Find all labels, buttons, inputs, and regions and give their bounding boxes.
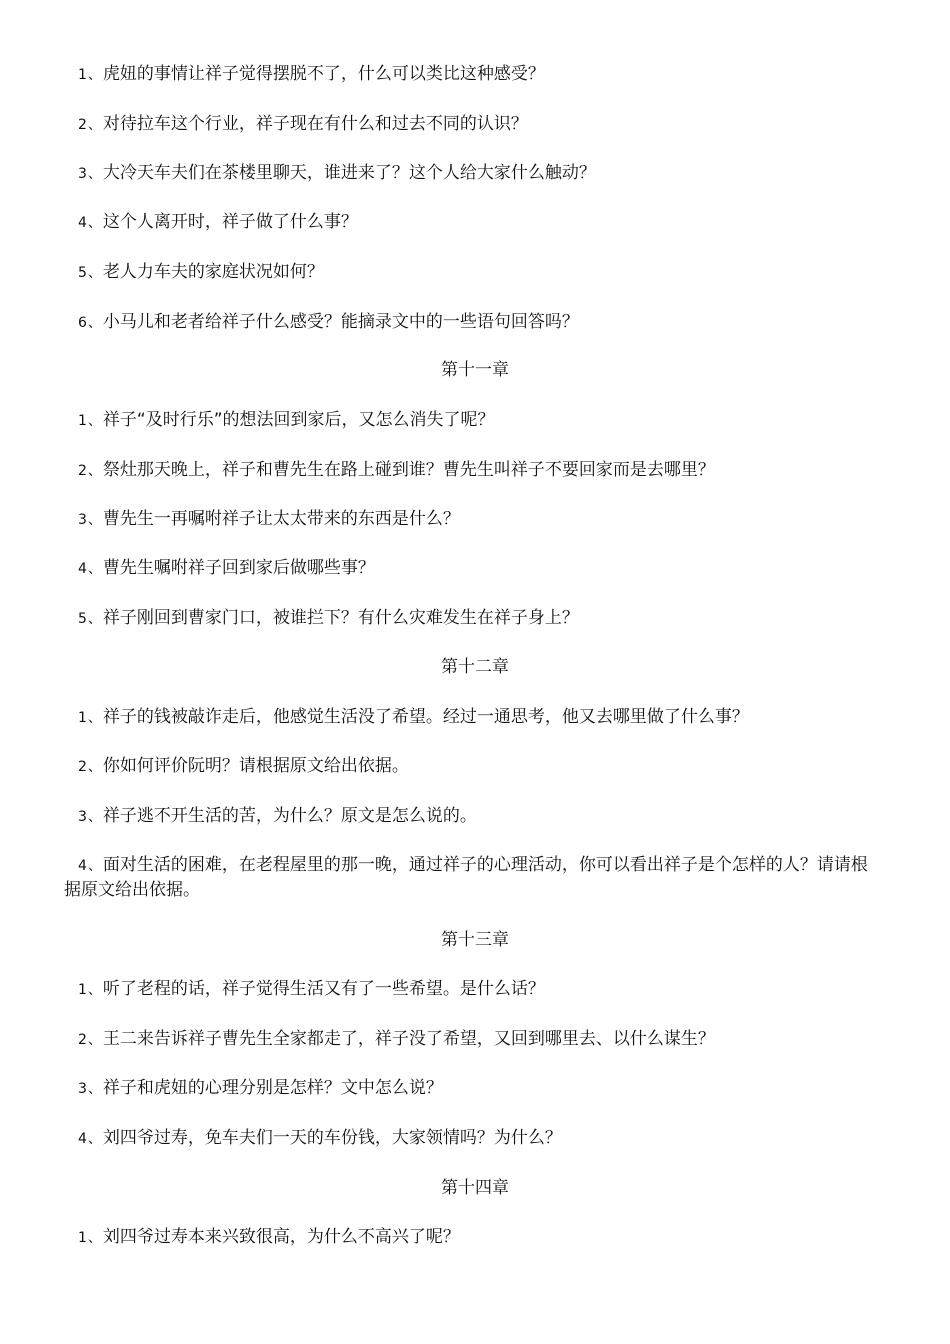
question-text: 祥子“及时行乐”的想法回到家后，又怎么消失了呢？ [102, 410, 495, 430]
question-number: 3、 [78, 166, 103, 182]
question-text: 祭灶那天晚上，祥子和曹先生在路上碰到谁？曹先生叫祥子不要回家而是去哪里？ [102, 460, 715, 480]
question-number: 3、 [78, 809, 103, 825]
question-text: 祥子逃不开生活的苦，为什么？原文是怎么说的。 [102, 806, 477, 826]
question-number: 1、 [78, 1230, 103, 1246]
question-line [78, 754, 878, 779]
question-text: 曹先生嘱咐祥子回到家后做哪些事？ [102, 558, 375, 578]
question-line [78, 1225, 878, 1250]
question-line [78, 260, 878, 285]
question-number: 5、 [78, 611, 103, 627]
question-number: 4、 [78, 1131, 103, 1147]
question-line [78, 507, 878, 532]
question-line [78, 606, 878, 631]
question-line [78, 310, 878, 335]
question-text: 面对生活的困难，在老程屋里的那一晚，通过祥子的心理活动，你可以看出祥子是个怎样的人？请请根据原文给出依据。 [64, 855, 868, 900]
question-line [78, 1126, 878, 1151]
question-number: 1、 [78, 413, 103, 429]
question-text: 老人力车夫的家庭状况如何？ [102, 262, 324, 282]
question-text: 大冷天车夫们在茶楼里聊天，谁进来了？这个人给大家什么触动？ [102, 163, 596, 183]
question-line [78, 804, 878, 829]
question-line [78, 210, 878, 235]
question-line [78, 556, 878, 581]
question-number: 4、 [78, 215, 103, 231]
question-line [78, 977, 878, 1002]
question-line [78, 458, 878, 483]
question-number: 2、 [78, 1032, 103, 1048]
question-number: 4、 [78, 858, 103, 874]
question-text: 虎妞的事情让祥子觉得摆脱不了，什么可以类比这种感受？ [102, 64, 545, 84]
chapter-heading: 第十二章 [441, 657, 509, 677]
question-number: 2、 [78, 463, 103, 479]
question-number: 1、 [78, 67, 103, 83]
question-number: 2、 [78, 117, 103, 133]
question-text: 刘四爷过寿本来兴致很高，为什么不高兴了呢？ [102, 1227, 460, 1247]
question-text: 听了老程的话，祥子觉得生活又有了一些希望。是什么话？ [102, 979, 545, 999]
question-number: 3、 [78, 512, 103, 528]
question-number: 2、 [78, 759, 103, 775]
question-number: 3、 [78, 1081, 103, 1097]
question-text: 刘四爷过寿，免车夫们一天的车份钱，大家领情吗？为什么？ [102, 1128, 562, 1148]
question-text: 你如何评价阮明？请根据原文给出依据。 [102, 756, 409, 776]
question-line [78, 705, 878, 730]
question-text: 对待拉车这个行业，祥子现在有什么和过去不同的认识？ [102, 114, 528, 134]
question-text: 小马儿和老者给祥子什么感受？能摘录文中的一些语句回答吗？ [102, 312, 579, 332]
question-line [78, 408, 878, 433]
question-number: 6、 [78, 315, 103, 331]
question-text: 曹先生一再嘱咐祥子让太太带来的东西是什么？ [102, 509, 460, 529]
chapter-heading: 第十三章 [441, 930, 509, 950]
question-line [78, 1076, 878, 1101]
question-number: 1、 [78, 982, 103, 998]
question-text: 祥子刚回到曹家门口，被谁拦下？有什么灾难发生在祥子身上？ [102, 608, 579, 628]
question-text: 祥子的钱被敲诈走后，他感觉生活没了希望。经过一通思考，他又去哪里做了什么事？ [102, 707, 749, 727]
question-line [78, 161, 878, 186]
question-line [78, 112, 878, 137]
question-number: 4、 [78, 561, 103, 577]
question-number: 5、 [78, 265, 103, 281]
question-line [64, 853, 884, 902]
question-text: 这个人离开时，祥子做了什么事？ [102, 212, 358, 232]
chapter-heading: 第十四章 [441, 1178, 509, 1198]
question-line [78, 62, 878, 87]
chapter-heading: 第十一章 [441, 360, 509, 380]
question-text: 祥子和虎妞的心理分别是怎样？文中怎么说？ [102, 1078, 443, 1098]
question-line [78, 1027, 878, 1052]
question-number: 1、 [78, 710, 103, 726]
question-text: 王二来告诉祥子曹先生全家都走了，祥子没了希望，又回到哪里去、以什么谋生？ [102, 1029, 715, 1049]
